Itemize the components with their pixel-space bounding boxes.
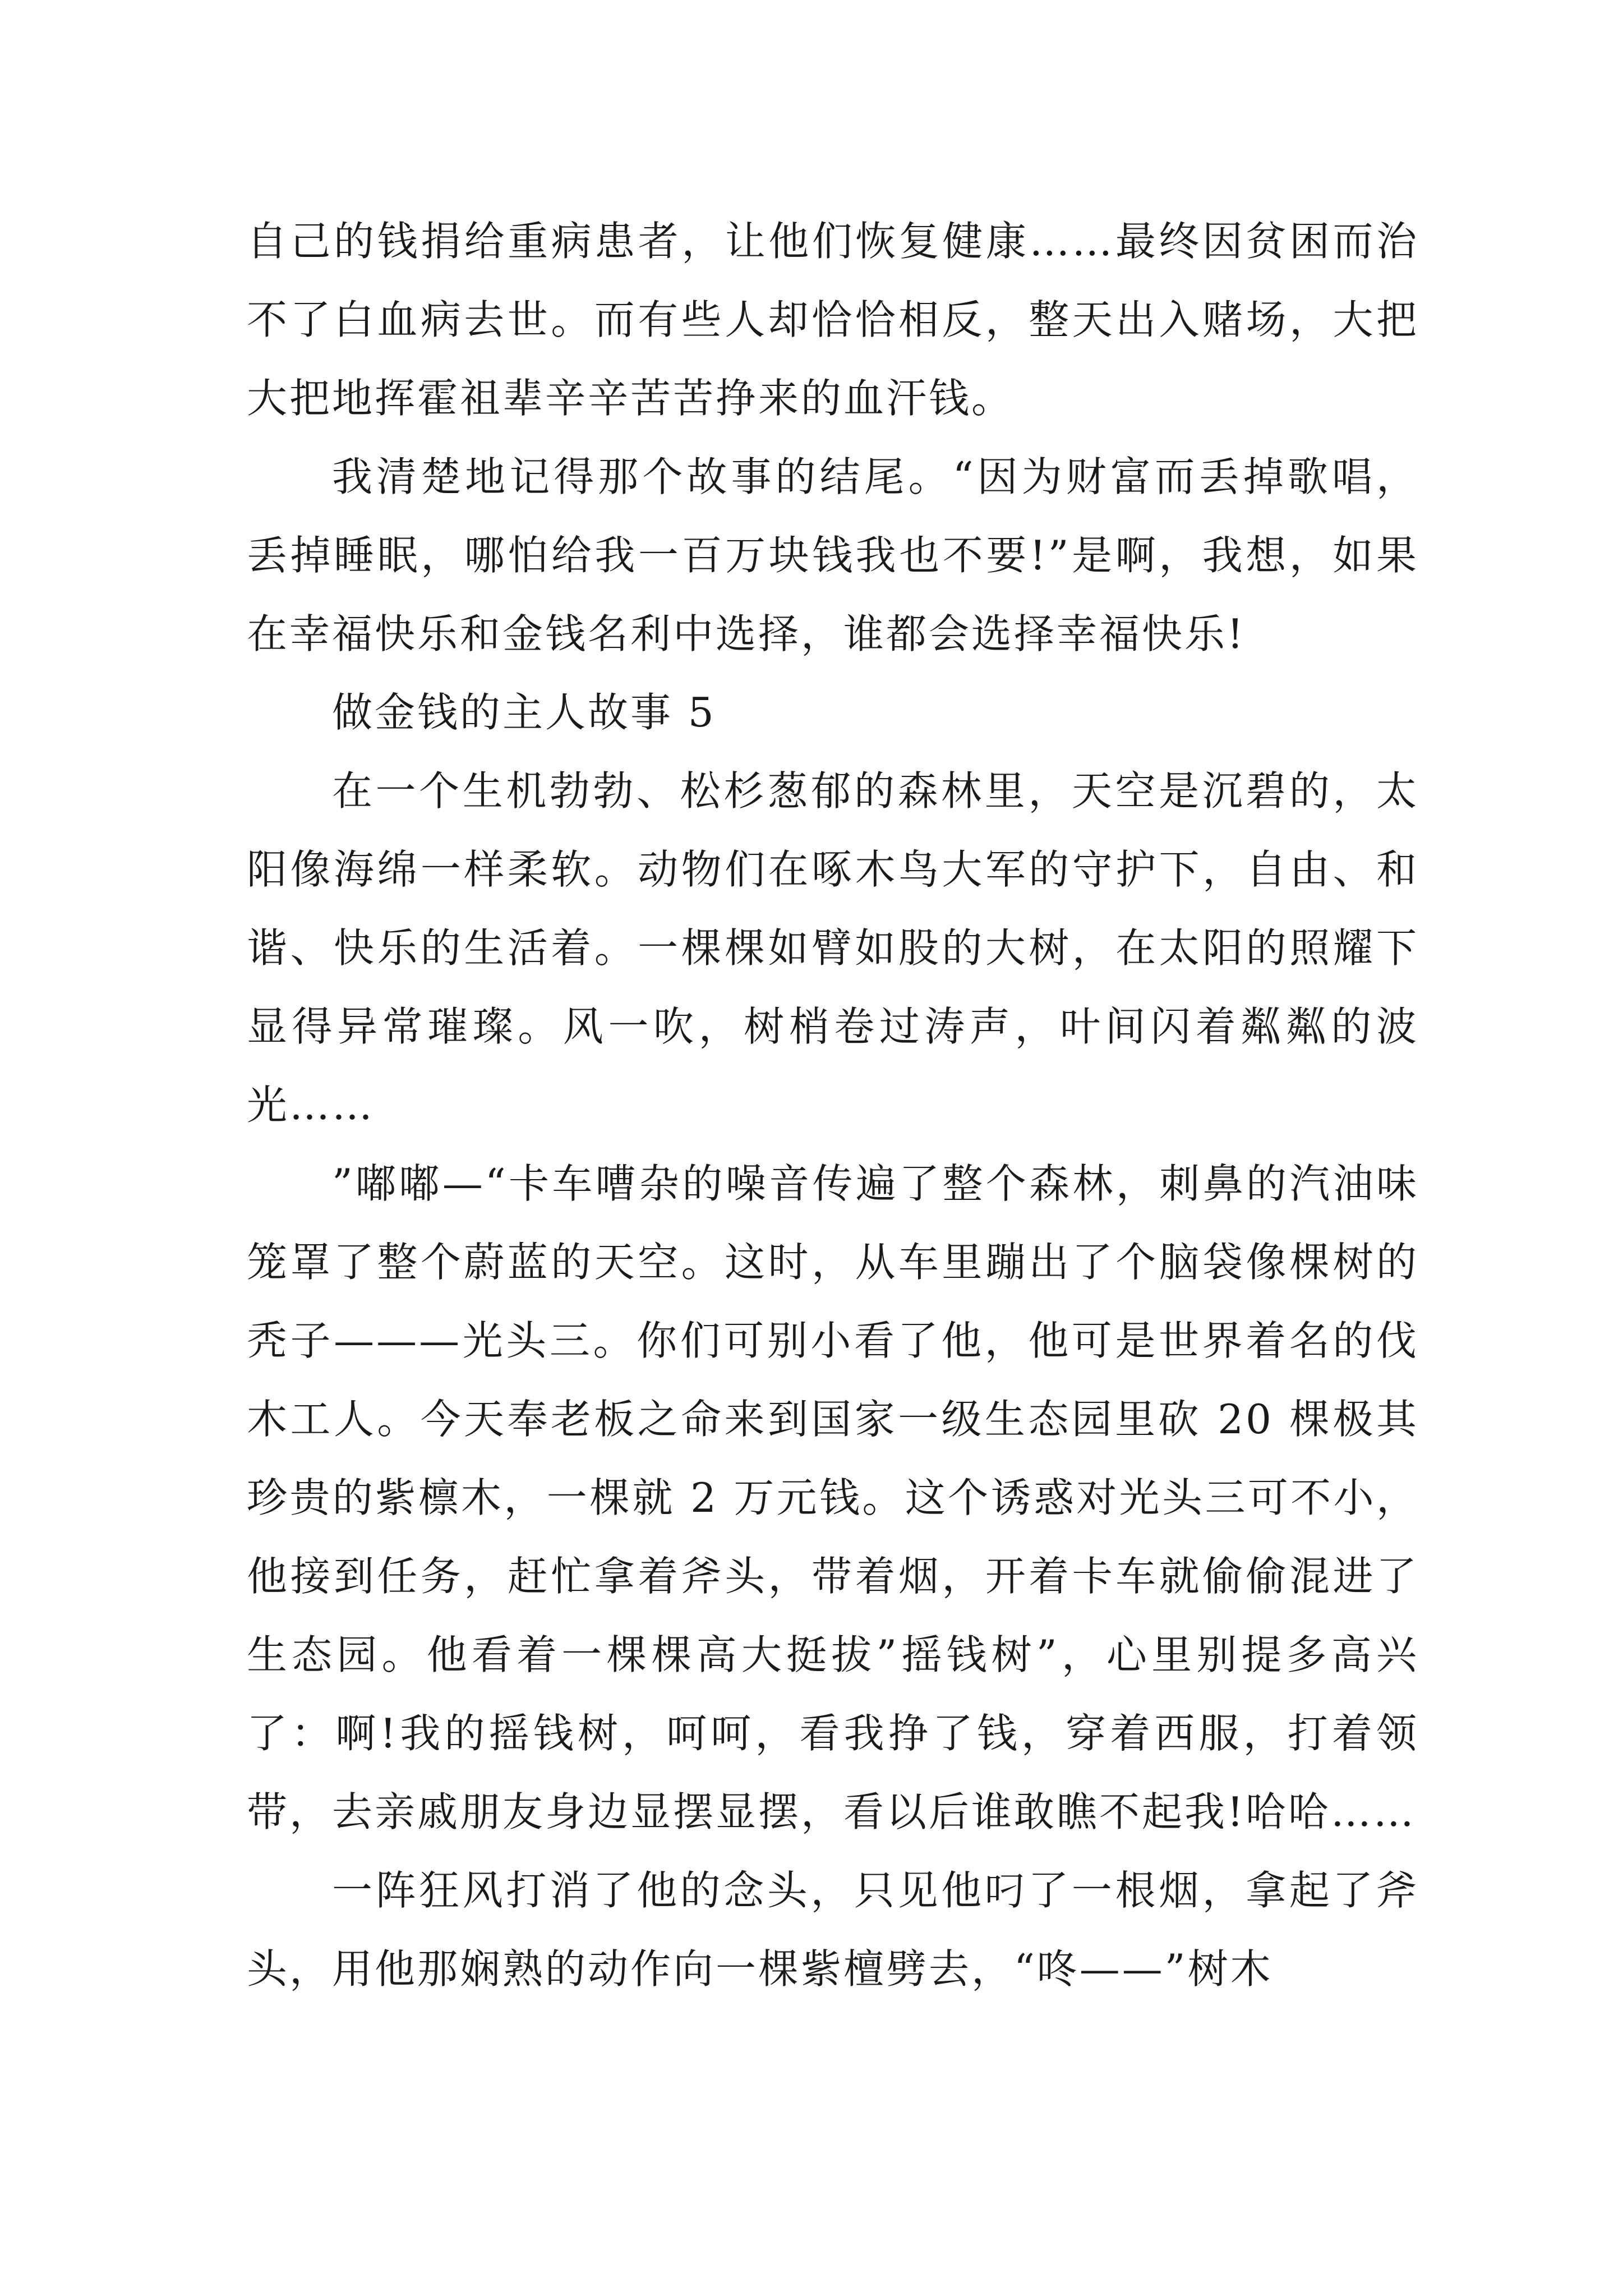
paragraph: ”嘟嘟—“卡车嘈杂的噪音传遍了整个森林，刺鼻的汽油味笼罩了整个蔚蓝的天空。这时，从车里蹦出了个脑袋像棵树的秃子———光头三。你们可别小看了他，他可是世界着名的伐木工人。今天奉老板之命来到国家一级生态园里砍 20 棵极其珍贵的紫檩木，一棵就 2 万元钱。这个诱惑对光头三可不小，他接到任务，赶忙拿着斧头，带着烟，开着卡车就偷偷混进了生态园。他看着一棵棵高大挺拔”摇钱树”，心里别提多高兴了：啊!我的摇钱树，呵呵，看我挣了钱，穿着西服，打着领带，去亲戚朋友身边显摆显摆，看以后谁敢瞧不起我!哈哈…… (247, 1160, 1419, 1835)
paragraph: 我清楚地记得那个故事的结尾。“因为财富而丢掉歌唱，丢掉睡眠，哪怕给我一百万块钱我也不要!”是啊，我想，如果在幸福快乐和金钱名利中选择，谁都会选择幸福快乐! (247, 453, 1419, 657)
document-body (247, 202, 1419, 2008)
paragraph: 在一个生机勃勃、松杉葱郁的森林里，天空是沉碧的，太阳像海绵一样柔软。动物们在啄木鸟大军的守护下，自由、和谐、快乐的生活着。一棵棵如臂如股的大树，在太阳的照耀下显得异常璀璨。风一吹，树梢卷过涛声，叶间闪着粼粼的波光…… (247, 767, 1419, 1129)
paragraph: 自己的钱捐给重病患者，让他们恢复健康……最终因贫困而治不了白血病去世。而有些人却恰恰相反，整天出入赌场，大把大把地挥霍祖辈辛辛苦苦挣来的血汗钱。 (247, 218, 1419, 422)
paragraph: 一阵狂风打消了他的念头，只见他叼了一根烟，拿起了斧头，用他那娴熟的动作向一棵紫檀劈去，“咚——”树木 (247, 1867, 1419, 1993)
section-heading: 做金钱的主人故事 5 (332, 689, 716, 736)
